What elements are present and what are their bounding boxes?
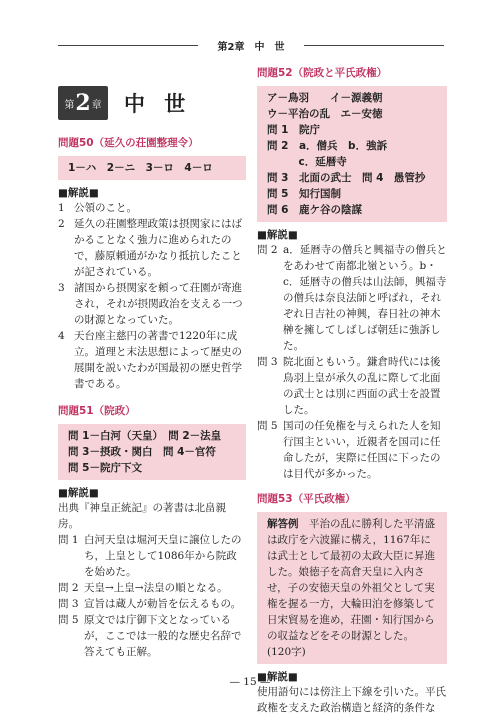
question-title: 問題52（院政と平氏政権） [257, 67, 388, 79]
running-head [58, 38, 444, 52]
explanation-item: 問 2 a．延暦寺の僧兵と興福寺の僧兵とをあわせて南都北嶺という。b・c．延暦寺の僧兵は山法師，興福寺の僧兵は奈良法師と呼ばれ，それぞれ日吉社の神興，春日社の神木榊を擁してしばしば朝廷に強訴した。 [257, 244, 447, 352]
question-title: 問題51（院政） [58, 405, 136, 417]
chapter-number: 2 [75, 90, 91, 116]
header-rule-left [58, 45, 198, 46]
explanation-item: 問 5 国司の任免権を与えられた人を知行国主といい，近親者を国司に任命したが，実際に任国に下ったのは目代が多かった。 [257, 420, 441, 480]
explanation-item: 問 3 院北面ともいう。鎌倉時代には後鳥羽上皇が承久の乱に際して北面の武士とは別に西面の武士を設置した。 [257, 356, 441, 416]
answer-line: 1－ハ 2－ニ 3－ロ 4－ロ [68, 162, 213, 174]
answer-box [58, 156, 246, 180]
model-answer: 平治の乱に勝利した平清盛は政庁を六波羅に構え，1167年には武士として最初の太政大臣に昇進した。娘徳子を高倉天皇に入内させ，子の安徳天皇の外祖父として実権を握る一方，大輪田泊を修築して日宋貿易を進め，荘園・知行国からの収益などをその財源とした。(120字) [267, 518, 435, 658]
explanation-label: ■解説■ [58, 487, 99, 499]
answer-line: ウ－平治の乱 エ－安徳 [267, 108, 383, 120]
answer-line: 問 2 a．僧兵 b．強訴 [267, 140, 388, 152]
answer-line: c．延暦寺 [267, 156, 347, 168]
answer-box [58, 424, 246, 480]
answer-line: 問 5－院庁下文 [68, 462, 142, 474]
question-52 [257, 66, 447, 482]
source-note: 出典『神皇正統記』の著書は北畠親房。 [58, 502, 226, 530]
chapter-heading [58, 82, 246, 124]
answer-label: 解答例 [267, 518, 299, 530]
answer-box [257, 512, 447, 664]
page-number: — 15 — [229, 676, 271, 688]
left-column [58, 66, 246, 660]
answer-box [257, 86, 447, 222]
explanation-item: 問 2 天皇→上皇→法皇の順となる。 [58, 582, 228, 594]
explanation-text: 使用語句には傍注上下線を引いた。平氏政権を支えた政治構造と経済的条件な [257, 686, 446, 714]
question-title: 問題50（延久の荘園整理令） [58, 137, 199, 149]
right-column [257, 66, 447, 716]
header-rule-right [304, 45, 444, 46]
explanation-item: 2 延久の荘園整理政策は摂関家にはばかることなく強力に進められたので，藤原頼通がかなり抵抗したことが記されている。 [58, 218, 242, 278]
chapter-header: 第2章 中 世 [217, 42, 285, 53]
explanation-label: ■解説■ [257, 229, 298, 241]
explanation-item: 3 諸国から摂関家を頼って荘園が寄進され，それが摂関政治を支える一つの財源となっていた。 [58, 282, 243, 326]
explanation-item: 問 3 宣旨は蔵人が勅旨を伝えるもの。 [58, 598, 242, 610]
explanation-label: ■解説■ [58, 187, 99, 199]
question-51 [58, 404, 246, 660]
answer-line: 問 3－摂政・関白 問 4－官符 [68, 446, 216, 458]
question-50 [58, 136, 246, 392]
answer-line: 問 1 院庁 [267, 124, 320, 136]
answer-line: 問 6 鹿ケ谷の陰謀 [267, 204, 362, 216]
explanation-item: 1 公領のこと。 [58, 202, 137, 214]
chapter-suffix: 章 [91, 99, 102, 111]
explanation-item: 問 5 原文では庁御下文となっているが，ここでは一般的な歴史名辞で答えても正解。 [58, 614, 242, 658]
question-title: 問題53（平氏政権） [257, 493, 356, 505]
answer-line: 問 3 北面の武士 問 4 愚管抄 [267, 172, 426, 184]
explanation-label: ■解説■ [257, 671, 298, 683]
chapter-badge [58, 86, 108, 120]
explanation-item: 問 1 白河天皇は堀河天皇に譲位したのち，上皇として1086年から院政を始めた。 [58, 534, 242, 578]
answer-line: 問 1－白河（天皇） 問 2－法皇 [68, 430, 222, 442]
answer-line: 問 5 知行国制 [267, 188, 341, 200]
chapter-title: 中 世 [124, 92, 192, 116]
answer-line: ア－鳥羽 イ－源義朝 [267, 92, 383, 104]
chapter-prefix: 第 [64, 99, 75, 111]
explanation-item: 4 天台座主慈円の著書で1220年に成立。道理と末法思想によって歴史の展開を説いたわが国最初の歴史哲学書である。 [58, 330, 242, 390]
